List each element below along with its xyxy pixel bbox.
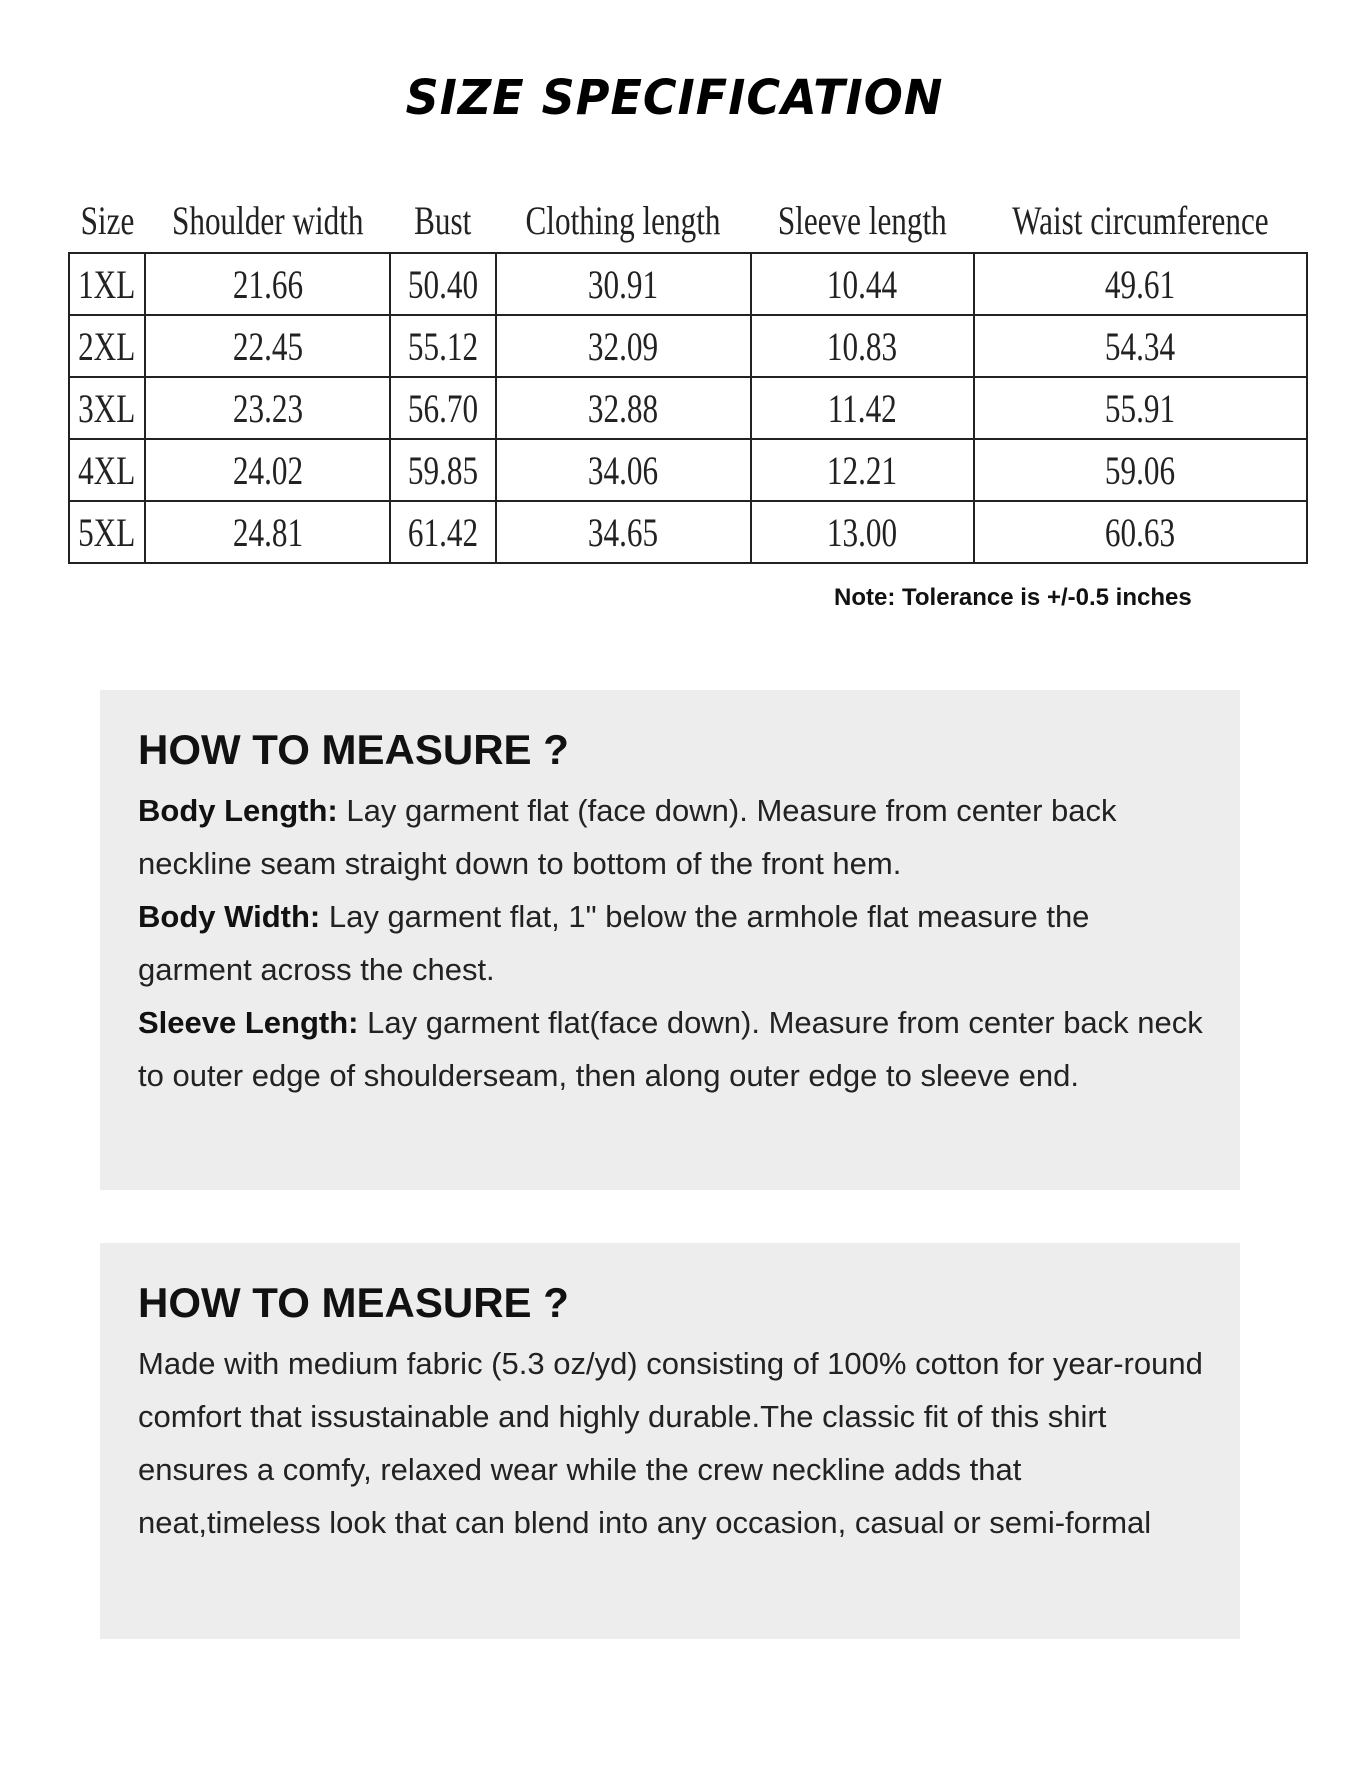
table-cell: 30.91	[496, 253, 751, 315]
header-size: Size	[69, 188, 145, 253]
measure-sleeve-length: Sleeve Length: Lay garment flat(face down). Measure from center back neck to outer edge of shoulderseam, then along outer edge to sleeve end.	[138, 1005, 1203, 1093]
table-cell: 59.06	[974, 439, 1307, 501]
table-cell: 10.44	[751, 253, 974, 315]
table-cell: 23.23	[145, 377, 391, 439]
header-clothing-length: Clothing length	[496, 188, 751, 253]
table-cell: 32.88	[496, 377, 751, 439]
table-cell: 55.12	[390, 315, 495, 377]
header-bust: Bust	[390, 188, 495, 253]
how-to-measure-panel	[100, 690, 1240, 1190]
table-cell: 50.40	[390, 253, 495, 315]
fabric-heading: HOW TO MEASURE ?	[138, 1279, 569, 1326]
table-cell: 59.85	[390, 439, 495, 501]
measure-body-width: Body Width: Lay garment flat, 1" below the armhole flat measure the garment across the chest.	[138, 899, 1090, 987]
table-cell: 56.70	[390, 377, 495, 439]
header-sleeve-length: Sleeve length	[751, 188, 974, 253]
size-table-container	[68, 188, 1312, 564]
table-row	[69, 501, 1307, 563]
table-cell: 32.09	[496, 315, 751, 377]
table-cell: 61.42	[390, 501, 495, 563]
table-cell: 2XL	[69, 315, 145, 377]
table-cell: 12.21	[751, 439, 974, 501]
table-cell: 11.42	[751, 377, 974, 439]
table-cell: 5XL	[69, 501, 145, 563]
table-cell: 24.81	[145, 501, 391, 563]
table-cell: 49.61	[974, 253, 1307, 315]
tolerance-note: Note: Tolerance is +/-0.5 inches	[834, 584, 1192, 611]
measure-heading: HOW TO MEASURE ?	[138, 726, 569, 773]
page-title: SIZE SPECIFICATION	[405, 68, 944, 126]
table-row	[69, 315, 1307, 377]
measure-body-length: Body Length: Lay garment flat (face down). Measure from center back neckline seam straight down to bottom of the front hem.	[138, 793, 1117, 881]
table-row	[69, 377, 1307, 439]
table-cell: 13.00	[751, 501, 974, 563]
fabric-panel	[100, 1243, 1240, 1639]
table-cell: 54.34	[974, 315, 1307, 377]
table-cell: 4XL	[69, 439, 145, 501]
table-cell: 55.91	[974, 377, 1307, 439]
table-cell: 21.66	[145, 253, 391, 315]
table-cell: 1XL	[69, 253, 145, 315]
table-cell: 3XL	[69, 377, 145, 439]
table-cell: 34.06	[496, 439, 751, 501]
fabric-description: Made with medium fabric (5.3 oz/yd) consisting of 100% cotton for year-round comfort that issustainable and highly durable.The classic fit of this shirt ensures a comfy, relaxed wear while the crew neckline adds that neat,timeless look that can blend into any occasion, casual or semi-formal	[138, 1346, 1203, 1540]
header-waist-circumference: Waist circumference	[974, 188, 1307, 253]
table-row	[69, 253, 1307, 315]
table-cell: 60.63	[974, 501, 1307, 563]
table-cell: 34.65	[496, 501, 751, 563]
table-cell: 22.45	[145, 315, 391, 377]
table-row	[69, 439, 1307, 501]
size-table	[68, 188, 1308, 564]
table-cell: 24.02	[145, 439, 391, 501]
header-shoulder-width: Shoulder width	[145, 188, 391, 253]
table-cell: 10.83	[751, 315, 974, 377]
table-header-row	[69, 188, 1307, 253]
